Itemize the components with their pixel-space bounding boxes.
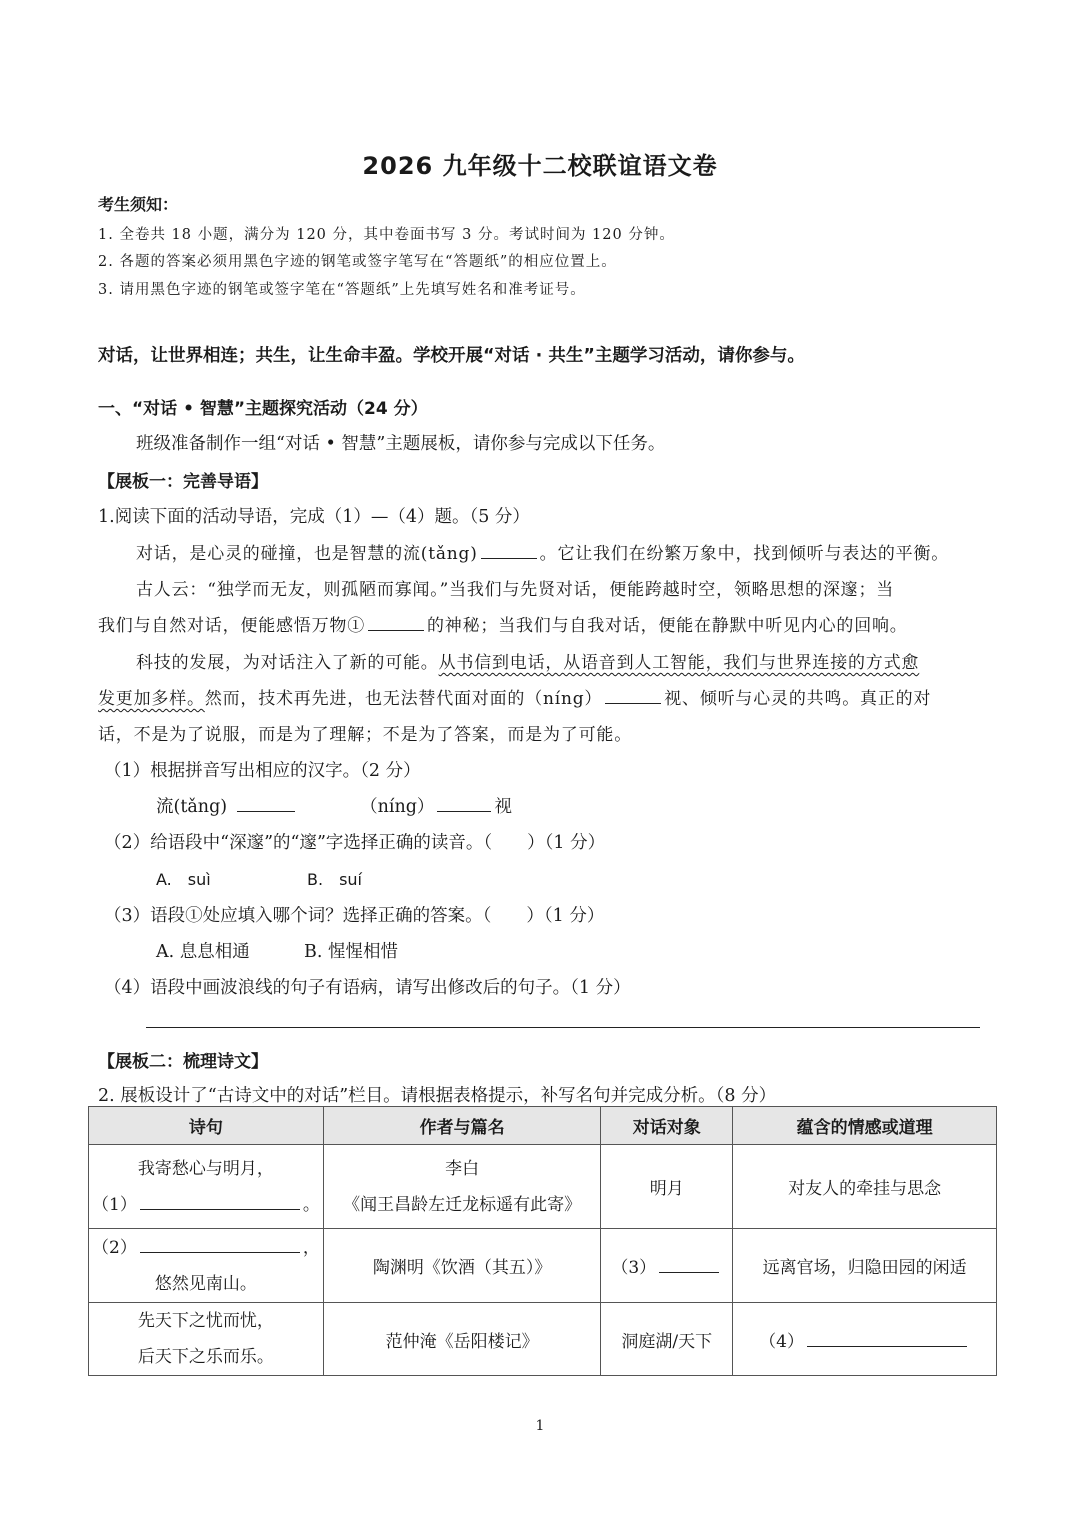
wavy-sentence: 从书信到电话，从语音到人工智能，我们与世界连接的方式愈 [438,653,920,673]
panel-heading: 【展板二：梳理诗文】 [98,1052,268,1072]
section-heading: 一、“对话 • 智慧”主题探究活动（24 分） [98,399,428,419]
meaning-cell: 远离官场，归隐田园的闲适 [733,1229,997,1303]
table-header: 作者与篇名 [323,1107,600,1145]
answer-blank[interactable] [481,542,537,559]
answer-blank[interactable] [140,1236,300,1253]
section-intro: 班级准备制作一组“对话 • 智慧”主题展板，请你参与完成以下任务。 [136,434,666,454]
sub-question: （2）给语段中“深邃”的“邃”字选择正确的读音。（ ）（1 分） [104,833,606,853]
table-header: 蕴含的情感或道理 [733,1107,997,1145]
passage-line: 古人云：“独学而无友，则孤陋而寡闻。”当我们与先贤对话，便能跨越时空，领略思想的深邃；当 [136,580,895,600]
page-number: 1 [535,1418,545,1434]
verse-cell: 我寄愁心与明月， （1） 。 [89,1145,324,1229]
sub-question-answers: 流(tǎng) （níng） 视 [156,793,512,818]
answer-blank[interactable] [368,614,424,631]
answer-blank[interactable] [237,795,295,813]
target-cell: （3） [601,1229,733,1303]
verse-cell: 先天下之忧而忧， 后天下之乐而乐。 [89,1303,324,1376]
target-cell: 明月 [601,1145,733,1229]
meaning-cell: 对友人的牵挂与思念 [733,1145,997,1229]
answer-blank[interactable] [807,1330,967,1347]
page-title: 2026 九年级十二校联谊语文卷 [362,152,718,180]
answer-blank[interactable] [437,795,491,813]
answer-blank[interactable] [605,687,661,704]
sub-question: （4）语段中画波浪线的句子有语病，请写出修改后的句子。（1 分） [104,978,631,998]
wavy-sentence: 发更加多样。 [98,689,205,709]
answer-line[interactable] [146,1027,980,1028]
panel-heading: 【展板一：完善导语】 [98,472,268,492]
notice-item: 2. 各题的答案必须用黑色字迹的钢笔或签字笔写在“答题纸”的相应位置上。 [98,254,617,270]
option-b[interactable]: B. suí [307,870,362,889]
passage-line: 话，不是为了说服，而是为了理解；不是为了答案，而是为了可能。 [98,725,632,745]
answer-blank[interactable] [659,1256,719,1273]
notice-item: 3. 请用黑色字迹的钢笔或签字笔在“答题纸”上先填写姓名和准考证号。 [98,282,586,298]
passage-line: 科技的发展，为对话注入了新的可能。从书信到电话，从语音到人工智能，我们与世界连接的方式愈 [136,653,920,673]
option-a[interactable]: A. suì [156,870,211,889]
meaning-cell: （4） [733,1303,997,1376]
passage-line: 我们与自然对话，便能感悟万物① 的神秘；当我们与自我对话，便能在静默中听见内心的回响。 [98,616,908,636]
author-cell: 范仲淹《岳阳楼记》 [323,1303,600,1376]
table-row [89,1303,997,1376]
verse-cell: （2） ， 悠然见南山。 [89,1229,324,1303]
author-cell: 李白 《闻王昌龄左迁龙标遥有此寄》 [323,1145,600,1229]
question-stem: 1.阅读下面的活动导语，完成（1）—（4）题。（5 分） [98,507,530,527]
target-cell: 洞庭湖/天下 [601,1303,733,1376]
notice-item: 1. 全卷共 18 小题，满分为 120 分，其中卷面书写 3 分。考试时间为 120 分钟。 [98,227,675,243]
table-header-row [89,1107,997,1145]
answer-blank[interactable] [140,1193,300,1210]
sub-question: （3）语段①处应填入哪个词？选择正确的答案。（ ）（1 分） [104,906,605,926]
question-stem: 2. 展板设计了“古诗文中的对话”栏目。请根据表格提示，补写名句并完成分析。（8 分） [98,1086,777,1106]
table-row [89,1229,997,1303]
sub-question: （1）根据拼音写出相应的汉字。（2 分） [104,761,421,781]
theme-statement: 对话，让世界相连；共生，让生命丰盈。学校开展“对话 · 共生”主题学习活动，请你参与。 [98,346,805,366]
table-row [89,1145,997,1229]
poem-table [88,1106,997,1376]
author-cell: 陶渊明《饮酒（其五）》 [323,1229,600,1303]
passage-line: 对话，是心灵的碰撞，也是智慧的流(tǎng) 。它让我们在纷繁万象中，找到倾听与表达的平衡。 [136,544,950,564]
table-header: 对话对象 [601,1107,733,1145]
option-b[interactable]: B. 惺惺相惜 [304,942,398,962]
option-a[interactable]: A. 息息相通 [156,942,250,962]
table-header: 诗句 [89,1107,324,1145]
notice-heading: 考生须知： [98,195,179,214]
passage-line: 发更加多样。然而，技术再先进，也无法替代面对面的（níng） 视、倾听与心灵的共鸣。真正的对 [98,689,932,709]
